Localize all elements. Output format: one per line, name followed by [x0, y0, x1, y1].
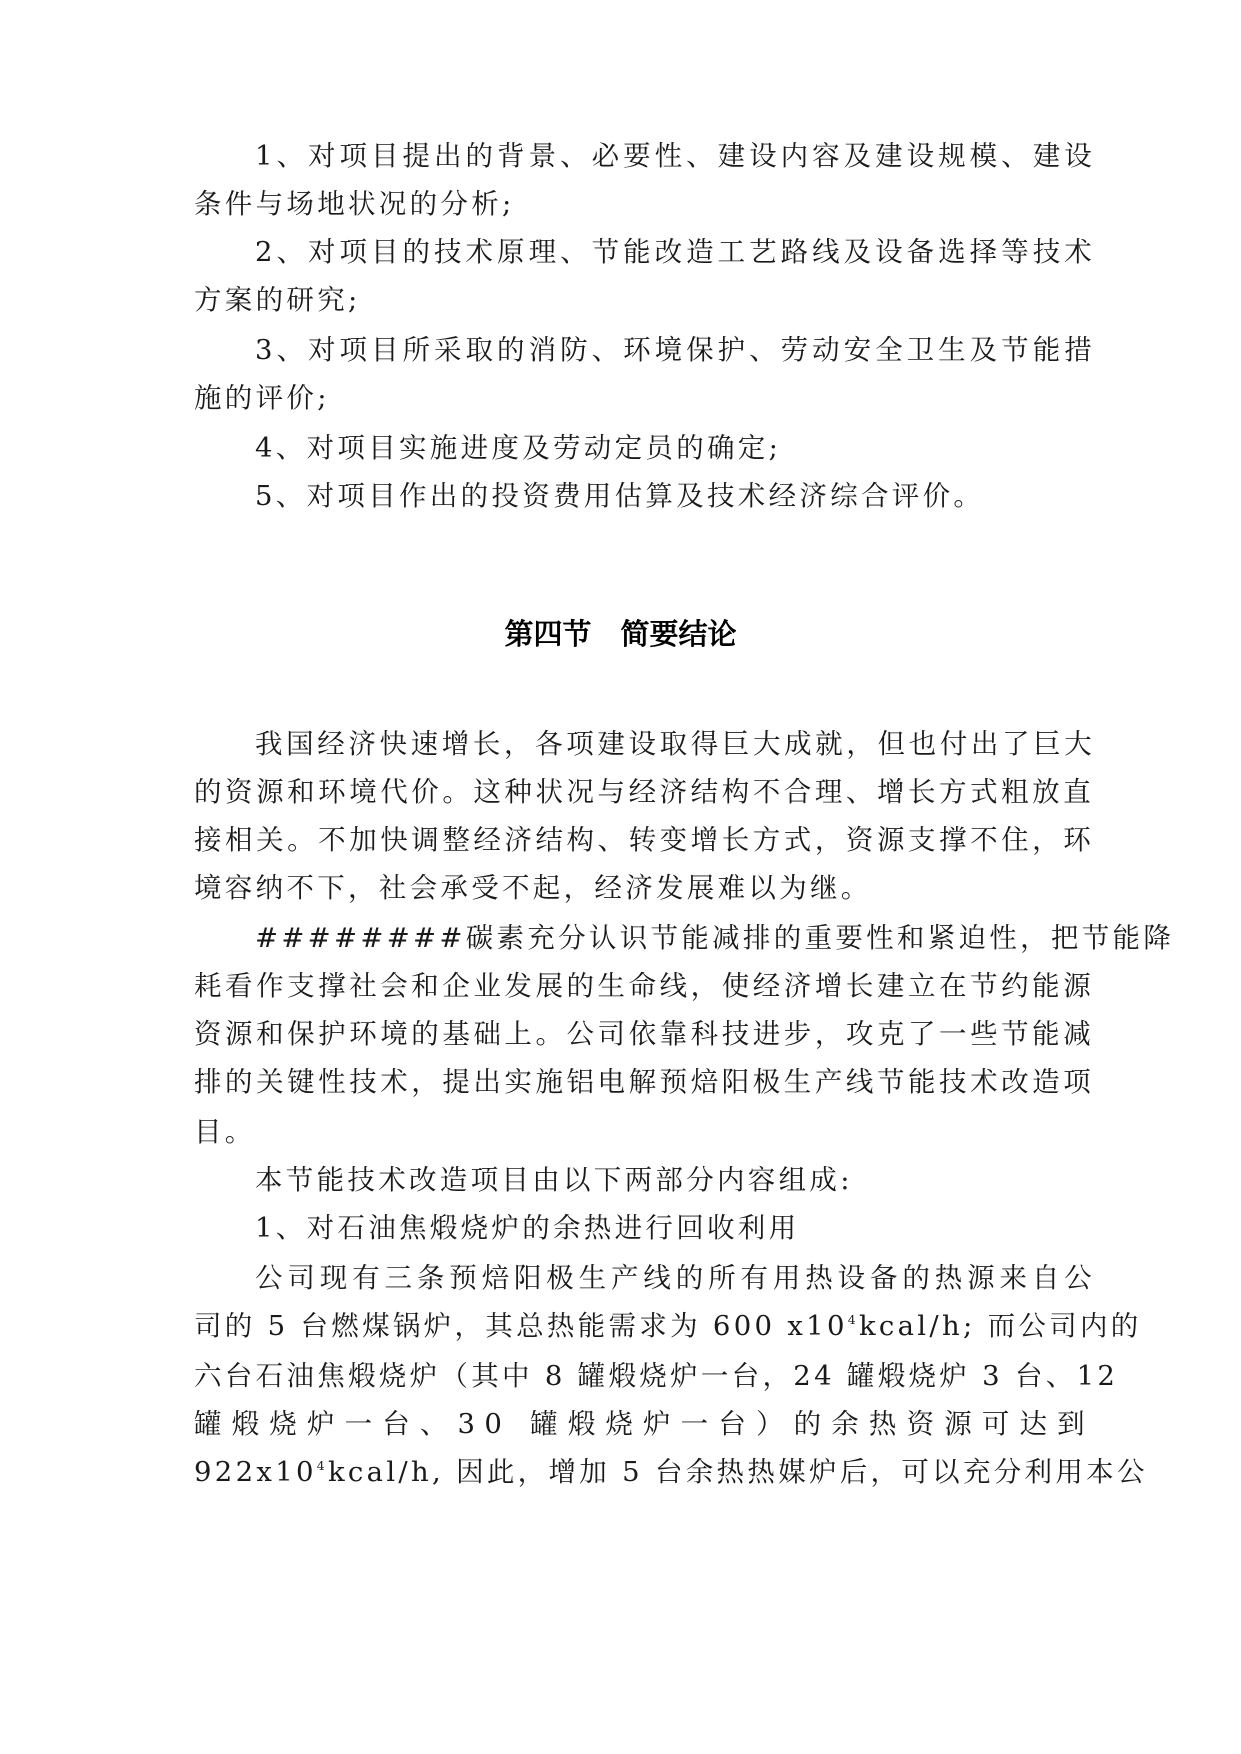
text-line: 目。 [194, 1116, 256, 1148]
text-line: 我国经济快速增长，各项建设取得巨大成就，但也付出了巨大 [255, 728, 1095, 760]
text-fragment: 司的 5 台燃煤锅炉，其总热能需求为 600 x10 [194, 1310, 848, 1342]
text-fragment: kcal/h, 因此，增加 5 台余热热媒炉后，可以充分利用本公 [327, 1456, 1148, 1488]
text-line: 5、对项目作出的投资费用估算及技术经济综合评价。 [255, 480, 985, 512]
text-line: 2、对项目的技术原理、节能改造工艺路线及设备选择等技术 [255, 236, 1095, 268]
superscript: 4 [316, 1458, 328, 1473]
text-line: 1、对石油焦煅烧炉的余热进行回收利用 [255, 1212, 800, 1244]
text-line: 的资源和环境代价。这种状况与经济结构不合理、增长方式粗放直 [194, 776, 1094, 808]
text-line: 境容纳不下，社会承受不起，经济发展难以为继。 [194, 872, 872, 904]
superscript: 4 [847, 1312, 859, 1327]
text-line: 六台石油焦煅烧炉（其中 8 罐煅烧炉一台，24 罐煅烧炉 3 台、12 [194, 1360, 1119, 1392]
text-line: 排的关键性技术，提出实施铝电解预焙阳极生产线节能技术改造项 [194, 1066, 1094, 1098]
text-line: 1、对项目提出的背景、必要性、建设内容及建设规模、建设 [255, 140, 1095, 172]
text-line-with-superscript [194, 1452, 1148, 1492]
section-heading: 第四节 简要结论 [504, 617, 737, 651]
text-line: 罐煅烧炉一台、30 罐煅烧炉一台）的余热资源可达到 [194, 1408, 1094, 1440]
text-line: 条件与场地状况的分析; [194, 188, 515, 220]
text-line: 施的评价; [194, 382, 330, 414]
text-line: 耗看作支撑社会和企业发展的生命线，使经济增长建立在节约能源 [194, 970, 1094, 1002]
text-fragment: kcal/h; 而公司内的 [858, 1310, 1142, 1342]
text-line: ########碳素充分认识节能减排的重要性和紧迫性，把节能降 [255, 922, 1175, 954]
text-line-with-superscript [194, 1306, 1142, 1346]
text-line: 本节能技术改造项目由以下两部分内容组成: [255, 1164, 853, 1196]
text-line: 公司现有三条预焙阳极生产线的所有用热设备的热源来自公 [255, 1262, 1095, 1294]
text-line: 3、对项目所采取的消防、环境保护、劳动安全卫生及节能措 [255, 334, 1095, 366]
text-line: 方案的研究; [194, 284, 361, 316]
text-line: 资源和保护环境的基础上。公司依靠科技进步，攻克了一些节能减 [194, 1018, 1094, 1050]
text-fragment: 922x10 [194, 1456, 317, 1488]
text-line: 接相关。不加快调整经济结构、转变增长方式，资源支撑不住，环 [194, 824, 1094, 856]
text-line: 4、对项目实施进度及劳动定员的确定; [255, 432, 782, 464]
